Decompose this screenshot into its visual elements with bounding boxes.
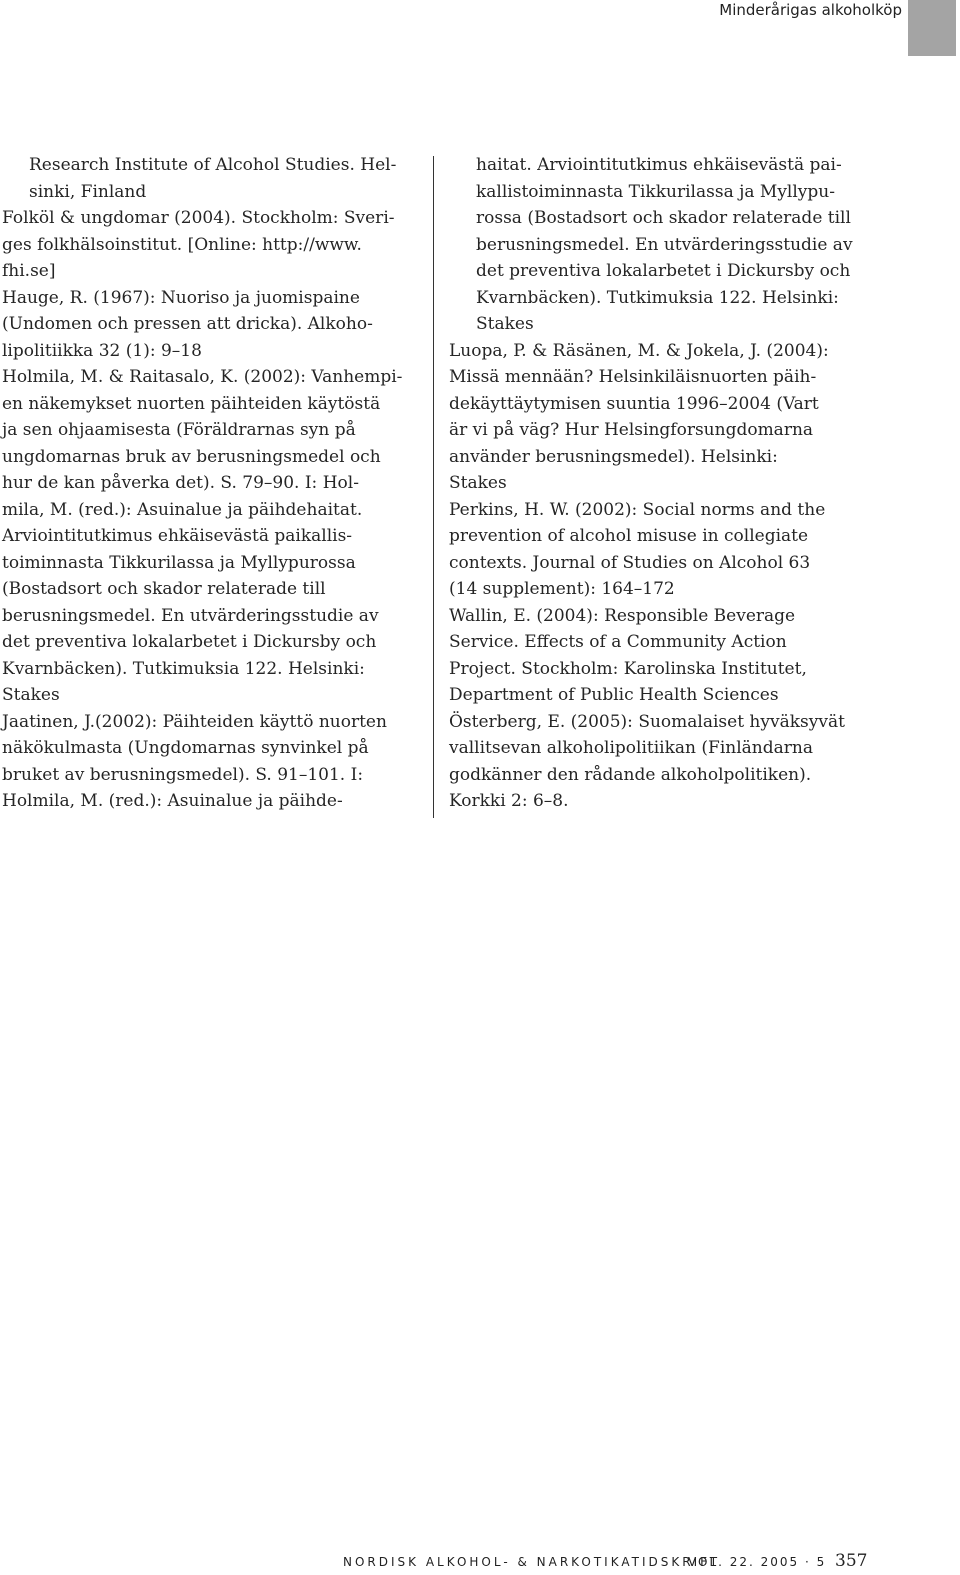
reference-line: Stakes <box>2 685 60 705</box>
reference-entry <box>2 152 424 205</box>
reference-line: ungdomarnas bruk av berusningsmedel och <box>2 446 381 467</box>
reference-line: Wallin, E. (2004): Responsible Beverage <box>449 605 796 626</box>
reference-line: Project. Stockholm: Karolinska Institutet, <box>449 658 807 679</box>
reference-line: contexts. Journal of Studies on Alcohol 63 <box>449 552 811 573</box>
reference-line: vallitsevan alkoholipolitiikan (Finländarna <box>449 738 813 758</box>
running-head <box>0 0 960 52</box>
reference-line: det preventiva lokalarbetet i Dickursby och <box>2 632 377 652</box>
reference-entry <box>449 497 869 603</box>
reference-line: toiminnasta Tikkurilassa ja Myllypurossa <box>2 552 356 573</box>
reference-line: kallistoiminnasta Tikkurilassa ja Myllypu- <box>476 181 835 202</box>
reference-line: Stakes <box>449 473 507 493</box>
reference-line: Missä mennään? Helsinkiläisnuorten päih- <box>449 367 817 387</box>
reference-line: sinki, Finland <box>29 181 147 202</box>
reference-entry <box>2 285 424 365</box>
reference-line: dekäyttäytymisen suuntia 1996–2004 (Vart <box>449 393 819 414</box>
reference-line: Österberg, E. (2005): Suomalaiset hyväksyvät <box>449 711 845 732</box>
reference-line: mila, M. (red.): Asuinalue ja päihdehaitat. <box>2 499 363 520</box>
reference-line: (Undomen och pressen att dricka). Alkoho- <box>2 314 373 334</box>
reference-line: godkänner den rådande alkoholpolitiken). <box>449 764 812 785</box>
reference-line: ja sen ohjaamisesta (Föräldrarnas syn på <box>2 420 356 440</box>
reference-line: (14 supplement): 164–172 <box>449 579 675 599</box>
reference-line: hur de kan påverka det). S. 79–90. I: Hol- <box>2 473 359 493</box>
reference-line: ges folkhälsoinstitut. [Online: http://www. <box>2 234 362 255</box>
reference-entry <box>449 709 869 815</box>
reference-line: haitat. Arviointitutkimus ehkäisevästä pai- <box>476 155 842 175</box>
reference-line: Kvarnbäcken). Tutkimuksia 122. Helsinki: <box>476 287 839 308</box>
reference-line: prevention of alcohol misuse in collegiate <box>449 526 809 546</box>
reference-line: Korkki 2: 6–8. <box>449 791 569 811</box>
page-footer <box>0 1551 960 1573</box>
reference-entry <box>449 152 869 338</box>
reference-entry <box>2 709 424 815</box>
reference-line: Holmila, M. & Raitasalo, K. (2002): Vanhempi- <box>2 367 403 387</box>
section-tab-marker <box>908 0 956 56</box>
reference-line: Arviointitutkimus ehkäisevästä paikallis- <box>2 526 353 546</box>
volume-issue: VOL. 22. 2005 · 5 <box>688 1555 827 1569</box>
reference-line: berusningsmedel. En utvärderingsstudie av <box>476 234 853 255</box>
running-head-title: Minderårigas alkoholköp <box>719 1 902 19</box>
right-reference-column <box>449 152 869 815</box>
reference-line: Jaatinen, J.(2002): Päihteiden käyttö nuorten <box>2 711 387 732</box>
column-divider <box>433 156 434 818</box>
reference-line: (Bostadsort och skador relaterade till <box>2 579 326 599</box>
reference-line: näkökulmasta (Ungdomarnas synvinkel på <box>2 738 369 758</box>
reference-line: rossa (Bostadsort och skador relaterade till <box>476 208 851 228</box>
reference-entry <box>2 205 424 285</box>
reference-line: Folköl & ungdomar (2004). Stockholm: Sveri- <box>2 208 395 228</box>
reference-line: Department of Public Health Sciences <box>449 685 779 705</box>
reference-line: Hauge, R. (1967): Nuoriso ja juomispaine <box>2 287 360 308</box>
reference-line: använder berusningsmedel). Helsinki: <box>449 446 778 467</box>
reference-entry <box>449 338 869 497</box>
reference-line: Perkins, H. W. (2002): Social norms and the <box>449 499 826 520</box>
reference-line: Service. Effects of a Community Action <box>449 632 787 652</box>
reference-line: det preventiva lokalarbetet i Dickursby och <box>476 261 851 281</box>
reference-line: Research Institute of Alcohol Studies. Hel- <box>29 155 397 175</box>
reference-line: berusningsmedel. En utvärderingsstudie av <box>2 605 379 626</box>
reference-line: lipolitiikka 32 (1): 9–18 <box>2 340 202 361</box>
reference-entry <box>2 364 424 709</box>
reference-line: fhi.se] <box>2 261 56 281</box>
reference-line: Luopa, P. & Räsänen, M. & Jokela, J. (2004): <box>449 340 829 361</box>
page-number: 357 <box>835 1551 868 1571</box>
left-reference-column <box>2 152 424 815</box>
reference-line: en näkemykset nuorten päihteiden käytöstä <box>2 393 381 414</box>
reference-line: Holmila, M. (red.): Asuinalue ja päihde- <box>2 791 343 811</box>
reference-entry <box>449 603 869 709</box>
reference-line: är vi på väg? Hur Helsingforsungdomarna <box>449 420 814 440</box>
reference-line: Kvarnbäcken). Tutkimuksia 122. Helsinki: <box>2 658 365 679</box>
reference-line: Stakes <box>476 314 534 334</box>
reference-line: bruket av berusningsmedel). S. 91–101. I: <box>2 764 364 785</box>
journal-name: NORDISK ALKOHOL- & NARKOTIKATIDSKRIFT <box>343 1555 721 1569</box>
